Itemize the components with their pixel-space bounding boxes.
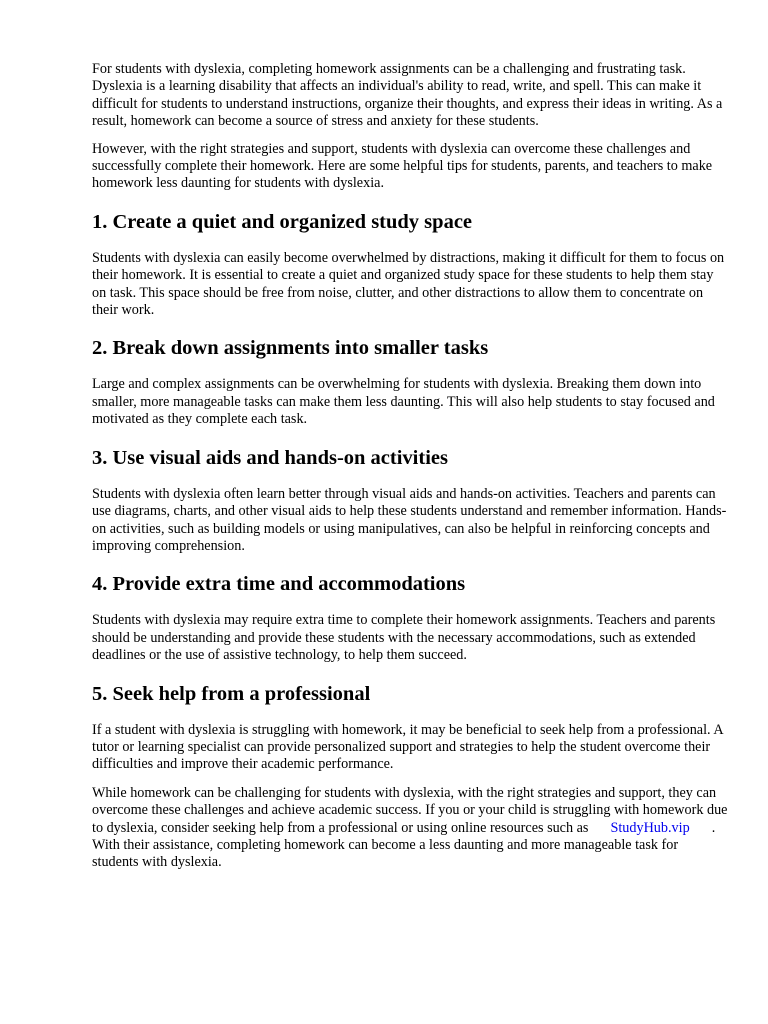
section-body: If a student with dyslexia is struggling with homework, it may be beneficial to seek help from a professional. A tutor or learning specialist can provide personalized support and strategies to help the student overcome their difficulties and improve their academic performance. — [92, 721, 723, 773]
section-body: Students with dyslexia may require extra time to complete their homework assignments. Teachers and parents should be understanding and provide these students with the necessary accommodations, such as extended deadlines or the use of assistive technology, to help them succeed. — [92, 612, 716, 664]
section-heading: 5. Seek help from a professional — [92, 682, 371, 705]
section-heading: 4. Provide extra time and accommodations — [92, 573, 466, 596]
section-body: Students with dyslexia can easily become overwhelmed by distractions, making it difficult for them to focus on their homework. It is essential to create a quiet and organized study space for these students to help them stay on task. This space should be free from noise, clutter, and other distractions to allow them to concentrate on their work. — [92, 249, 725, 319]
conclusion-text-before-link: While homework can be challenging for students with dyslexia, with the right strategies and support, they can overcome these challenges and achieve academic success. If you or your child is struggling with homework due to dyslexia, consider seeking help from a professional or using online resources such as — [92, 784, 728, 836]
document-page — [92, 61, 728, 872]
section-heading: 1. Create a quiet and organized study space — [92, 210, 473, 233]
section-body: Students with dyslexia often learn better through visual aids and hands-on activities. Teachers and parents can use diagrams, charts, and other visual aids to help these students understand and remember information. Hands-on activities, such as building models or using manipulatives, can also be helpful in reinforcing concepts and improving comprehension. — [92, 485, 727, 554]
conclusion-paragraph — [92, 785, 728, 872]
conclusion-text-after-link: . With their assistance, completing homework can become a less daunting and more manageable task for students with dyslexia. — [92, 819, 716, 871]
studyhub-link[interactable]: StudyHub.vip — [610, 819, 690, 836]
section-heading: 3. Use visual aids and hands-on activities — [92, 446, 448, 469]
section-body: Large and complex assignments can be overwhelming for students with dyslexia. Breaking them down into smaller, more manageable tasks can make them less daunting. This will also help students to stay focused and motivated as they complete each task. — [92, 376, 715, 428]
section-heading: 2. Break down assignments into smaller tasks — [92, 337, 489, 360]
intro-paragraph: However, with the right strategies and support, students with dyslexia can overcome these challenges and successfully complete their homework. Here are some helpful tips for students, parents, and teachers to make homework less daunting for students with dyslexia. — [92, 140, 713, 192]
intro-paragraph: For students with dyslexia, completing homework assignments can be a challenging and frustrating task. Dyslexia is a learning disability that affects an individual's ability to read, write, and spell. This can make it difficult for students to understand instructions, organize their thoughts, and express their ideas in writing. As a result, homework can become a source of stress and anxiety for these students. — [92, 61, 723, 130]
